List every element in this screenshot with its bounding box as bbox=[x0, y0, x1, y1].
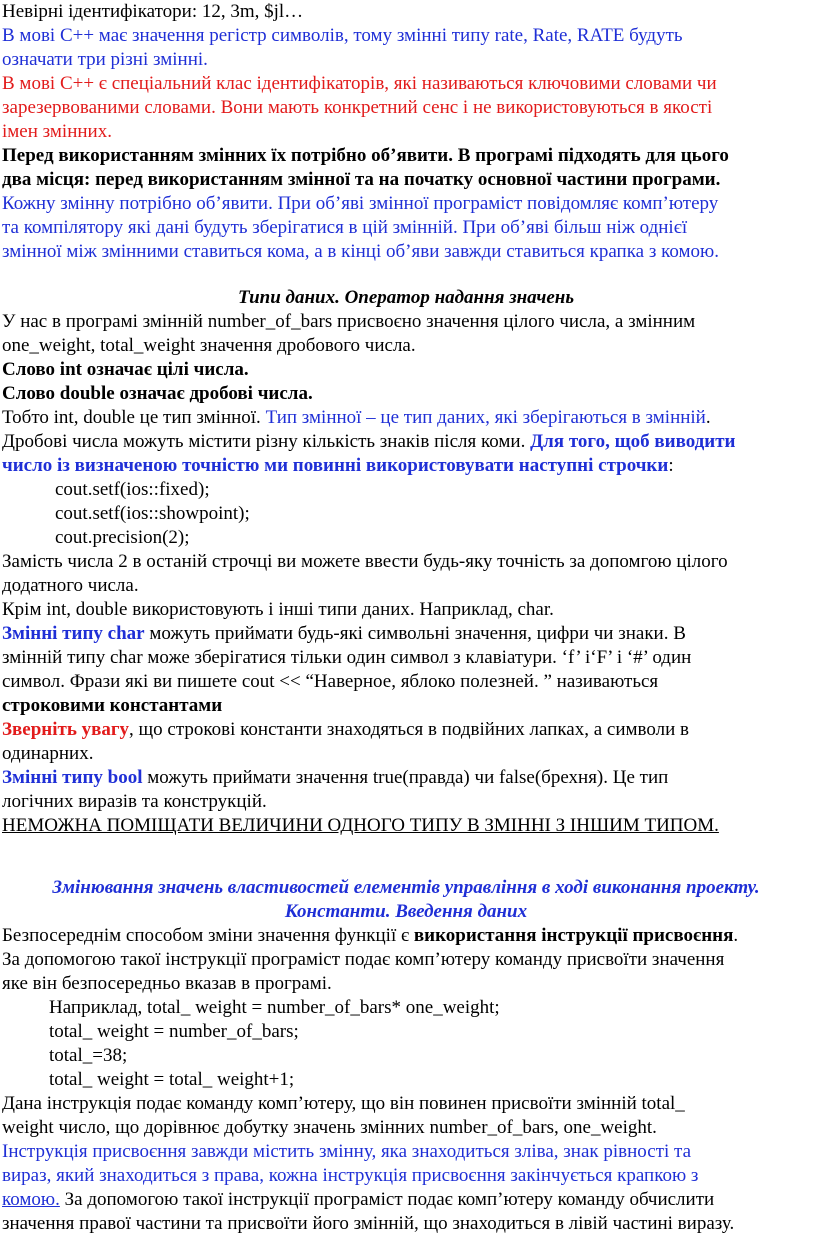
assignment-intro-paragraph bbox=[2, 924, 810, 996]
text-line: Кожну змінну потрібно об’явити. При об’яві змінної програміст повідомляє комп’ютеру bbox=[2, 193, 719, 214]
code-line: cout.setf(ios::fixed); bbox=[55, 479, 210, 500]
code-block-precision bbox=[2, 478, 810, 550]
keywords-paragraph bbox=[2, 72, 810, 144]
code-line: Наприклад, total_ weight = number_of_bars* one_weight; bbox=[49, 997, 500, 1018]
text-line: означати три різні змінні. bbox=[2, 49, 208, 70]
code-line: cout.precision(2); bbox=[55, 527, 190, 548]
section-heading-properties bbox=[2, 876, 810, 924]
other-types-line: Крім int, double використовують і інші типи даних. Наприклад, char. bbox=[2, 599, 554, 620]
text-line: У нас в програмі змінній number_of_bars присвоєно значення цілого числа, а змінним bbox=[2, 311, 696, 332]
code-block-assignment bbox=[2, 996, 810, 1092]
text-line: символ. Фрази які ви пишете cout << “Наверное, яблоко полезней. ” називаються bbox=[2, 671, 659, 692]
double-definition: Слово double означає дробові числа. bbox=[2, 383, 313, 404]
text-span: Змінні типу char bbox=[2, 623, 145, 644]
attention-paragraph bbox=[2, 718, 810, 766]
text-line bbox=[2, 924, 810, 948]
text-line: значення правої частини та присвоїти його змінній, що знаходиться в лівій частині виразу. bbox=[2, 1213, 735, 1234]
text-span: число із визначеною точністю ми повинні використовувати наступні строчки bbox=[2, 455, 669, 476]
text-line: логічних виразів та конструкцій. bbox=[2, 791, 267, 812]
text-line: one_weight, total_weight значення дробового числа. bbox=[2, 335, 416, 356]
text-line: яке він безпосередньо вказав в програмі. bbox=[2, 973, 332, 994]
text-line: строковими константами bbox=[2, 695, 223, 716]
text-line: змінній типу char може зберігатися тільки один символ з клавіатури. ‘f’ і‘F’ і ‘#’ один bbox=[2, 647, 692, 668]
text-span: Тип змінної – це тип даних, які зберігаються в змінній bbox=[265, 407, 706, 428]
precision-paragraph bbox=[2, 430, 810, 478]
text-line bbox=[2, 766, 810, 790]
text-line: зарезервованими словами. Вони мають конкретний сенс і не використовуються в якості bbox=[2, 97, 713, 118]
text-line bbox=[2, 454, 810, 478]
type-definition-line bbox=[2, 406, 810, 430]
warning-uppercase-line: НЕМОЖНА ПОМІЩАТИ ВЕЛИЧИНИ ОДНОГО ТИПУ В ЗМІННІ З ІНШИМ ТИПОМ. bbox=[2, 815, 719, 836]
char-type-paragraph bbox=[2, 622, 810, 718]
text-line: Інструкція присвоєння завжди містить змінну, яка знаходиться зліва, знак рівності та bbox=[2, 1141, 692, 1162]
text-span: можуть приймати будь-які символьні значення, цифри чи знаки. В bbox=[144, 623, 686, 644]
text-line: Перед використанням змінних їх потрібно об’явити. В програмі підходять для цього bbox=[2, 145, 729, 166]
text-line: В мові C++ має значення регістр символів, тому змінні типу rate, Rate, RATE будуть bbox=[2, 25, 683, 46]
text-span: , що строкові константи знаходяться в подвійних лапках, а символи в bbox=[129, 719, 690, 740]
text-span: Зверніть увагу bbox=[2, 719, 130, 740]
variables-assignment-paragraph bbox=[2, 310, 810, 358]
text-line: В мові C++ є спеціальний клас ідентифікаторів, які називаються ключовими словами чи bbox=[2, 73, 717, 94]
text-line: Дана інструкція подає команду комп’ютеру, що він повинен присвоїти змінній total_ bbox=[2, 1093, 685, 1114]
text-span: комою. bbox=[2, 1189, 60, 1210]
assignment-rule-paragraph bbox=[2, 1140, 810, 1236]
text-span: За допомогою такої інструкції програміст подає комп’ютеру команду обчислити bbox=[59, 1189, 715, 1210]
text-span: . bbox=[705, 407, 711, 428]
text-line: одинарних. bbox=[2, 743, 94, 764]
text-line: Замість числа 2 в останій строчці ви можете ввести будь-яку точність за допомгою цілого bbox=[2, 551, 728, 572]
text-span: використання інструкції присвоєння bbox=[413, 925, 734, 946]
text-line: та компілятору які дані будуть зберігатися в цій змінній. При об’яві більш ніж однієї bbox=[2, 217, 688, 238]
text-line: імен змінних. bbox=[2, 121, 112, 142]
text-span: Дробові числа можуть містити різну кількість знаків після коми. bbox=[2, 431, 531, 452]
text-span: . bbox=[733, 925, 739, 946]
bool-type-paragraph bbox=[2, 766, 810, 814]
text-line: weight число, що дорівнює добутку значень змінних number_of_bars, one_weight. bbox=[2, 1117, 657, 1138]
text-line bbox=[2, 718, 810, 742]
text-span: Для того, щоб виводити bbox=[530, 431, 736, 452]
text-span: можуть приймати значення true(правда) чи false(брехня). Це тип bbox=[142, 767, 669, 788]
text-line: змінної між змінними ставиться кома, а в кінці об’яви завжди ставиться крапка з комою. bbox=[2, 241, 719, 262]
spacer bbox=[2, 264, 810, 286]
text-span: Тобто int, double це тип змінної. bbox=[2, 407, 266, 428]
spacer bbox=[2, 838, 810, 876]
heading-line: Константи. Введення даних bbox=[284, 901, 528, 922]
case-sensitivity-paragraph bbox=[2, 24, 810, 72]
heading-line: Змінювання значень властивостей елементів управління в ході виконання проекту. bbox=[52, 877, 760, 898]
assignment-explanation-paragraph bbox=[2, 1092, 810, 1140]
code-line: total_=38; bbox=[49, 1045, 128, 1066]
text-line: За допомогою такої інструкції програміст подає комп’ютеру команду присвоїти значення bbox=[2, 949, 725, 970]
text-line: два місця: перед використанням змінної та на початку основної частини програми. bbox=[2, 169, 721, 190]
int-definition: Слово int означає цілі числа. bbox=[2, 359, 249, 380]
code-line: total_ weight = total_ weight+1; bbox=[49, 1069, 295, 1090]
text-span: Змінні типу bool bbox=[2, 767, 143, 788]
text-line: вираз, який знаходиться з права, кожна інструкція присвоєння закінчується крапкою з bbox=[2, 1165, 699, 1186]
text-line: додатного числа. bbox=[2, 575, 139, 596]
text-span: Безпосереднім способом зміни значення функції є bbox=[2, 925, 414, 946]
text-span: : bbox=[668, 455, 674, 476]
code-line: total_ weight = number_of_bars; bbox=[49, 1021, 299, 1042]
invalid-identifiers-line: Невірні ідентифікатори: 12, 3m, $jl… bbox=[2, 1, 304, 22]
code-line: cout.setf(ios::showpoint); bbox=[55, 503, 250, 524]
declaration-rule-paragraph bbox=[2, 144, 810, 192]
precision-note-paragraph bbox=[2, 550, 810, 598]
text-line bbox=[2, 1188, 810, 1212]
section-heading-data-types: Типи даних. Оператор надання значень bbox=[237, 287, 575, 308]
text-line bbox=[2, 622, 810, 646]
text-line bbox=[2, 430, 810, 454]
declaration-details-paragraph bbox=[2, 192, 810, 264]
